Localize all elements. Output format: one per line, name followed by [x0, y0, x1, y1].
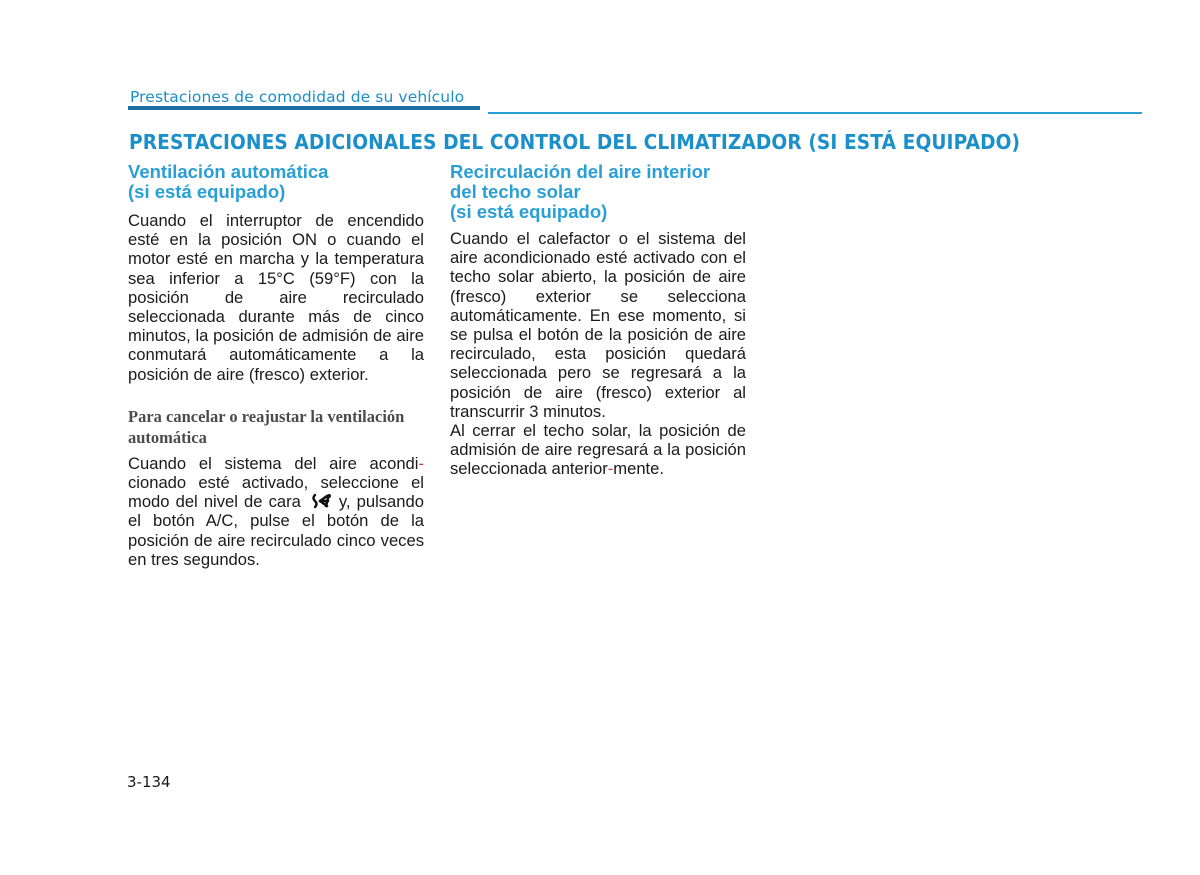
text-span: cionado esté activado, seleccione el modo del nivel de cara [128, 473, 424, 512]
heading-recirculacion-techo-solar [450, 162, 746, 222]
paragraph-ventilacion: Cuando el interruptor de encendido esté en la posición ON o cuando el motor esté en marcha y la temperatura sea inferior a 15°C (59°F) con la posición de aire recirculado seleccionada durante más de cinco minutos, la posición de admisión de aire conmutará automáticamente a la posición de aire (fresco) exterior. [128, 211, 424, 384]
header-underline-light [488, 112, 1142, 114]
subheading-cancelar: Para cancelar o reajustar la ventilación automática [128, 406, 405, 447]
column-right [450, 162, 746, 479]
page-number: 3-134 [127, 773, 171, 791]
heading-line: Recirculación del aire interior [450, 161, 711, 182]
heading-line: (si está equipado) [128, 181, 286, 202]
page-title: PRESTACIONES ADICIONALES DEL CONTROL DEL CLIMATIZADOR (SI ESTÁ EQUIPADO) [129, 130, 1021, 154]
face-vent-mode-icon [305, 493, 335, 509]
heading-ventilacion-automatica [128, 162, 424, 202]
section-header: Prestaciones de comodidad de su vehículo [130, 88, 465, 106]
paragraph-cancelar [128, 454, 424, 569]
text-span: y, pulsando el botón A/C, pulse el botón de la posición de aire recirculado cinco veces en tres segundos. [128, 492, 424, 569]
hyphen-mark: - [418, 453, 424, 473]
text-span: Al cerrar el techo solar, la posición de admisión de aire regresará a la posición seleccionada anterior [450, 421, 746, 479]
text-span: mente. [613, 459, 665, 479]
paragraph-cerrar-techo [450, 421, 746, 479]
header-underline-dark [128, 106, 480, 110]
paragraph-recirculacion: Cuando el calefactor o el sistema del aire acondicionado esté activado con el techo solar abierto, la posición de aire (fresco) exterior se selecciona automáticamente. En ese momento, si se pulsa el botón de la posición de aire recirculado, esta posición quedará seleccionada pero se regresará a la posición de aire (fresco) exterior al transcurrir 3 minutos. [450, 229, 746, 421]
heading-line: del techo solar [450, 181, 581, 202]
hyphen-mark: - [607, 459, 614, 479]
heading-line: Ventilación automática [128, 161, 329, 182]
heading-line: (si está equipado) [450, 201, 608, 222]
text-span: Cuando el sistema del aire acondi [128, 453, 419, 473]
column-left [128, 162, 424, 569]
